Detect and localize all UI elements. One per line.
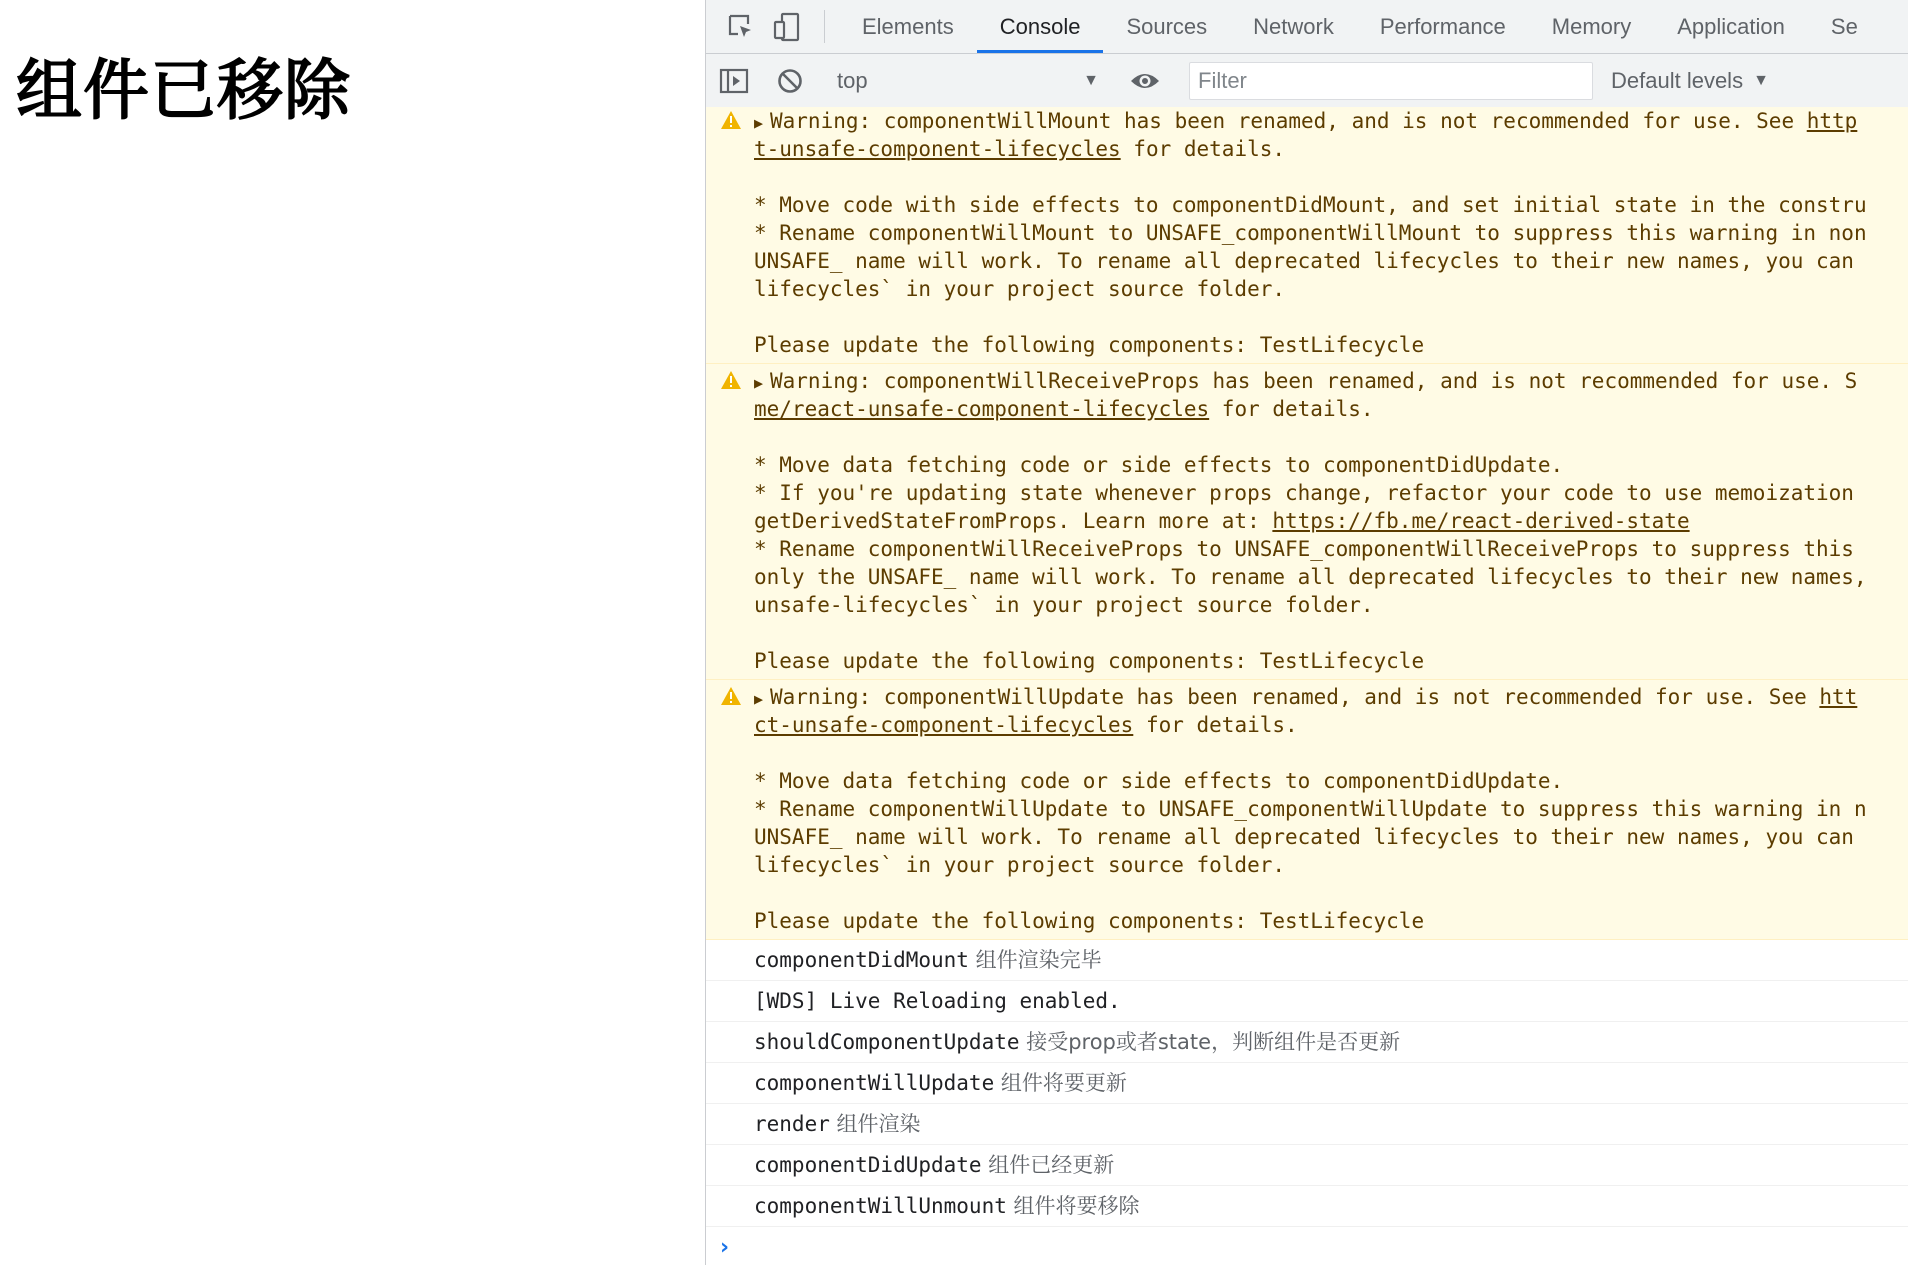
warning-text: UNSAFE_ name will work. To rename all deprecated lifecycles to their new names, you can	[754, 249, 1854, 273]
warning-message[interactable]	[706, 680, 1908, 940]
warning-line	[754, 647, 1908, 675]
warning-line	[754, 479, 1908, 507]
warning-line	[754, 303, 1908, 331]
expand-arrow-icon[interactable]: ▶	[754, 114, 764, 132]
warning-text: * Move data fetching code or side effects to componentDidUpdate.	[754, 769, 1564, 793]
tab-se[interactable]: Se	[1830, 13, 1858, 39]
docs-link[interactable]: ct-unsafe-component-lifecycles	[754, 713, 1134, 737]
dropdown-caret-icon: ▼	[1083, 71, 1099, 89]
clear-console-icon[interactable]	[762, 54, 818, 107]
log-code: [WDS] Live Reloading enabled.	[754, 989, 1121, 1013]
log-note: 组件将要更新	[994, 1071, 1127, 1095]
docs-link[interactable]: http	[1806, 109, 1858, 133]
tab-elements[interactable]: Elements	[862, 13, 954, 39]
warning-text: for details.	[1120, 137, 1286, 161]
warning-text: for details.	[1133, 713, 1298, 737]
devtools-panel	[705, 0, 1908, 1265]
warning-text: for details.	[1209, 397, 1374, 421]
log-message[interactable]	[706, 1063, 1908, 1104]
docs-link[interactable]: t-unsafe-component-lifecycles	[754, 137, 1121, 161]
expand-arrow-icon[interactable]: ▶	[754, 690, 764, 708]
warning-text: lifecycles` in your project source folder.	[754, 277, 1286, 301]
log-message[interactable]	[706, 1104, 1908, 1145]
warning-message[interactable]	[706, 364, 1908, 680]
warning-text: Warning: componentWillMount has been renamed, and is not recommended for use. See	[770, 109, 1807, 133]
expand-arrow-icon[interactable]: ▶	[754, 374, 764, 392]
tab-sources[interactable]: Sources	[1126, 13, 1208, 39]
console-messages	[706, 107, 1908, 1265]
sidebar-toggle-icon[interactable]	[706, 54, 762, 107]
warning-line	[754, 247, 1908, 275]
docs-link[interactable]: https://fb.me/react-derived-state	[1272, 509, 1690, 533]
warning-icon	[720, 109, 742, 129]
warning-line	[754, 219, 1908, 247]
warning-line	[754, 795, 1908, 823]
warning-text: * Move data fetching code or side effects to componentDidUpdate.	[754, 453, 1564, 477]
warning-icon	[720, 369, 742, 389]
inspect-element-icon[interactable]	[718, 0, 764, 53]
warning-line	[754, 135, 1908, 163]
tab-application[interactable]: Application	[1677, 13, 1785, 39]
live-expression-eye-icon[interactable]	[1114, 54, 1176, 107]
log-code: shouldComponentUpdate	[754, 1030, 1020, 1054]
warning-line	[754, 851, 1908, 879]
warning-line	[754, 711, 1908, 739]
levels-label: Default levels	[1611, 67, 1744, 93]
warning-line	[754, 879, 1908, 907]
context-value: top	[837, 67, 868, 93]
warning-text: lifecycles` in your project source folder.	[754, 853, 1286, 877]
warning-line	[754, 331, 1908, 359]
warning-text: * Rename componentWillReceiveProps to UNSAFE_componentWillReceiveProps to suppress this	[754, 537, 1854, 561]
tab-performance[interactable]: Performance	[1379, 13, 1506, 39]
page-title: 组件已移除	[16, 52, 351, 129]
log-code: render	[754, 1112, 830, 1136]
warning-message[interactable]	[706, 107, 1908, 364]
log-message[interactable]	[706, 940, 1908, 981]
log-note: 组件渲染	[829, 1112, 921, 1136]
warning-text: only the UNSAFE_ name will work. To rename all deprecated lifecycles to their new names,	[754, 565, 1867, 589]
log-note: 组件渲染完毕	[968, 948, 1102, 972]
warning-text: * If you're updating state whenever props change, refactor your code to use memoization	[754, 481, 1854, 505]
dropdown-caret-icon: ▼	[1753, 71, 1769, 89]
log-note: 组件将要移除	[1006, 1194, 1140, 1218]
filter-input[interactable]	[1189, 62, 1593, 100]
log-message[interactable]	[706, 981, 1908, 1022]
log-note: 接受prop或者state，判断组件是否更新	[1019, 1030, 1401, 1054]
tab-network[interactable]: Network	[1253, 13, 1334, 39]
log-code: componentWillUpdate	[754, 1071, 995, 1095]
warning-icon	[720, 685, 742, 705]
warning-text: Please update the following components: TestLifecycle	[754, 909, 1425, 933]
console-prompt[interactable]	[706, 1227, 1908, 1265]
warning-line	[754, 163, 1908, 191]
warning-line	[754, 907, 1908, 935]
warning-line	[754, 591, 1908, 619]
warning-text: * Move code with side effects to componentDidMount, and set initial state in the constru	[754, 193, 1867, 217]
warning-text: Warning: componentWillUpdate has been renamed, and is not recommended for use. See	[770, 685, 1820, 709]
warning-line	[754, 507, 1908, 535]
toolbar-divider	[824, 10, 825, 43]
tab-list	[839, 0, 1881, 53]
context-select[interactable]	[827, 54, 1113, 107]
warning-line	[754, 451, 1908, 479]
page-area	[0, 0, 706, 1265]
warning-line	[754, 107, 1908, 135]
log-note: 组件已经更新	[981, 1153, 1115, 1177]
warning-line	[754, 191, 1908, 219]
warning-text: getDerivedStateFromProps. Learn more at:	[754, 509, 1273, 533]
warning-text: unsafe-lifecycles` in your project source folder.	[754, 593, 1374, 617]
docs-link[interactable]: me/react-unsafe-component-lifecycles	[754, 397, 1210, 421]
console-toolbar	[706, 54, 1908, 108]
docs-link[interactable]: htt	[1819, 685, 1858, 709]
log-message[interactable]	[706, 1022, 1908, 1063]
warning-line	[754, 423, 1908, 451]
log-message[interactable]	[706, 1145, 1908, 1186]
warning-text: Please update the following components: TestLifecycle	[754, 649, 1425, 673]
warning-text: * Rename componentWillMount to UNSAFE_componentWillMount to suppress this warning in non	[754, 221, 1867, 245]
log-code: componentDidMount	[754, 948, 969, 972]
prompt-chevron-icon: ›	[720, 1235, 730, 1260]
warning-line	[754, 395, 1908, 423]
warning-line	[754, 619, 1908, 647]
warning-line	[754, 275, 1908, 303]
warning-text: * Rename componentWillUpdate to UNSAFE_componentWillUpdate to suppress this warning in n	[754, 797, 1867, 821]
tab-console[interactable]: Console	[977, 0, 1104, 53]
warning-text: Please update the following components: TestLifecycle	[754, 333, 1425, 357]
log-code: componentWillUnmount	[754, 1194, 1007, 1218]
warning-line	[754, 367, 1908, 395]
device-toolbar-icon[interactable]	[764, 0, 810, 53]
warning-line	[754, 823, 1908, 851]
devtools-tabbar	[706, 0, 1908, 54]
warning-line	[754, 563, 1908, 591]
warning-line	[754, 767, 1908, 795]
log-message[interactable]	[706, 1186, 1908, 1227]
warning-line	[754, 683, 1908, 711]
warning-text: UNSAFE_ name will work. To rename all deprecated lifecycles to their new names, you can	[754, 825, 1854, 849]
log-code: componentDidUpdate	[754, 1153, 982, 1177]
default-levels-dropdown[interactable]	[1611, 68, 1769, 94]
warning-line	[754, 739, 1908, 767]
warning-line	[754, 535, 1908, 563]
tab-memory[interactable]: Memory	[1551, 13, 1632, 39]
warning-text: Warning: componentWillReceiveProps has been renamed, and is not recommended for use. S	[770, 369, 1858, 393]
